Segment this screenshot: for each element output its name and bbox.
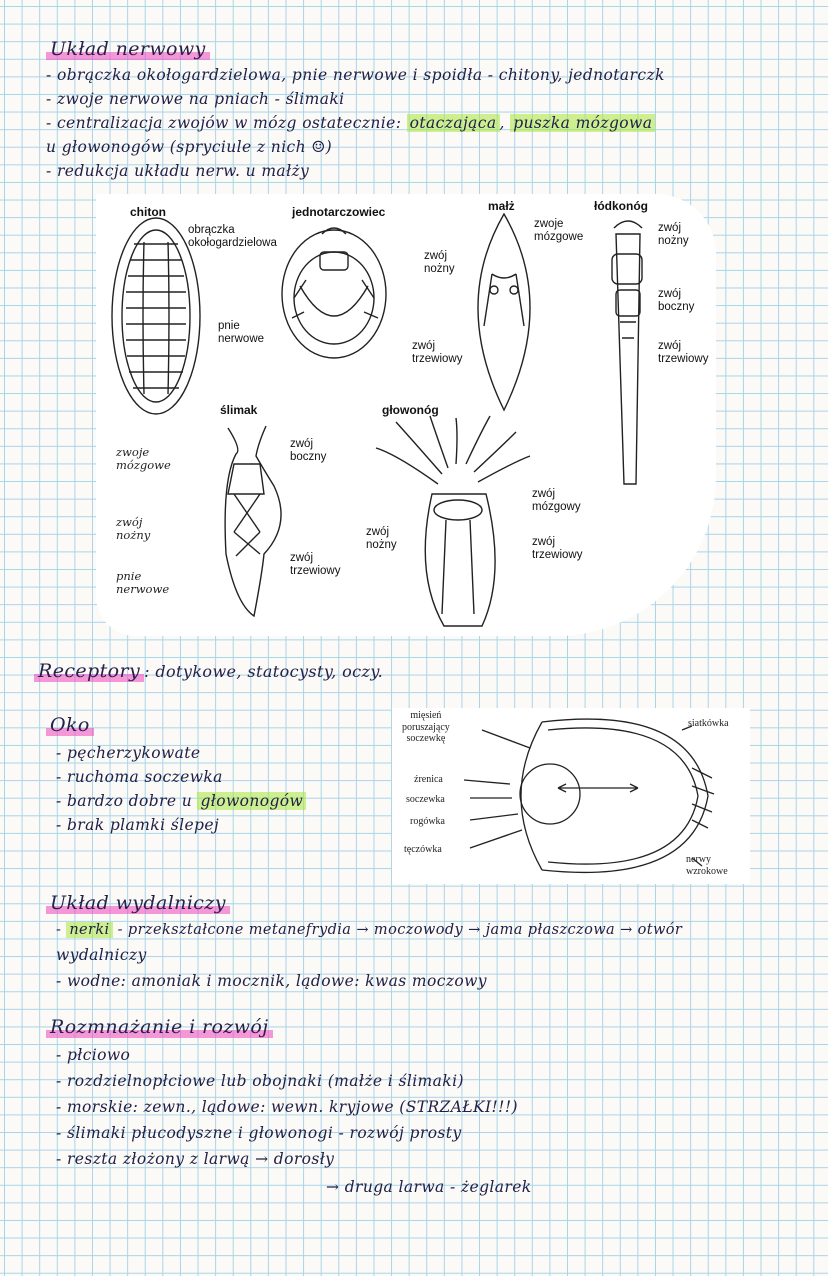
excretory-line-1-text: - przekształcone metanefrydia → moczowody → jama płaszczowa → otwór [117,922,683,938]
label-cephalopod-visceral: zwój trzewiowy [532,536,583,562]
eye-line-1: - pęcherzykowate [56,744,201,762]
label-snail-pleural: zwój boczny [290,438,327,464]
nervous-line-3-pink: puszka mózgowa [510,114,655,132]
reproduction-line-5: - reszta złożony z larwą → dorosły [56,1150,335,1168]
nervous-line-5: - redukcja układu nerw. u małży [46,162,310,180]
label-eye-cornea: rogówka [410,816,445,827]
receptors-value: : dotykowe, statocysty, oczy. [144,662,384,681]
reproduction-heading [46,1016,273,1038]
label-bivalve-cerebral: zwoje mózgowe [534,218,584,244]
nervous-line-2: - zwoje nerwowe na pniach - ślimaki [46,90,345,108]
eye-line-3 [56,792,306,810]
nervous-line-3-green: otaczająca [407,114,500,132]
nervous-heading [46,38,210,60]
receptors-label: Receptory [34,660,144,682]
reproduction-line-1: - płciowo [56,1046,131,1064]
receptors-line [34,660,383,682]
excretory-line-1: - nerki - przekształcone metanefrydia → moczowody → jama płaszczowa → otwór [56,922,683,938]
eye-heading-text: Oko [46,714,94,736]
excretory-heading [46,892,230,914]
label-eye-retina: siatkówka [688,718,729,729]
eye-heading [46,714,94,736]
reproduction-line-4: - ślimaki płucodyszne i głowonogi - rozwój prosty [56,1124,462,1142]
label-chiton-ring: obrączka okołogardzielowa [188,224,277,250]
label-snail-trunks: pnie nerwowe [116,569,170,597]
eye-line-2: - ruchoma soczewka [56,768,223,786]
label-scaphopod-pleural: zwój boczny [658,288,695,314]
label-chiton-trunks: pnie nerwowe [218,320,265,346]
label-bivalve-pedal: zwój nożny [424,250,455,276]
label-chiton: chiton [130,205,166,219]
nervous-heading-text: Układ nerwowy [46,38,210,60]
reproduction-line-3: - morskie: zewn., lądowe: wewn. kryjowe (STRZAŁKI!!!) [56,1098,518,1116]
label-scaphopod-visceral: zwój trzewiowy [658,340,709,366]
nervous-line-4: u głowonogów (spryciule z nich ☺) [46,138,333,156]
label-cephalopod-cerebral: zwój mózgowy [532,488,581,514]
reproduction-line-2: - rozdzielnopłciowe lub obojnaki (małże i ślimaki) [56,1072,464,1090]
eye-line-3-highlight: głowonogów [197,792,306,810]
label-cephalopod-pedal: zwój nożny [366,526,397,552]
excretory-line-1-highlight: nerki [66,922,112,938]
nervous-line-3: - centralizacja zwojów w mózg ostatecznie: otaczająca , puszka mózgowa [46,114,655,132]
label-monoplacophoran: jednotarczowiec [292,205,386,219]
label-scaphopod: łódkonóg [594,199,648,213]
label-snail: ślimak [220,403,258,417]
eye-figure [392,708,750,884]
nervous-system-figure [96,194,716,636]
label-eye-muscle: mięsień poruszający soczewkę [402,710,450,744]
eye-line-3-text: - bardzo dobre u [56,792,198,810]
label-snail-visceral: zwój trzewiowy [290,552,341,578]
label-scaphopod-pedal: zwój nożny [658,222,689,248]
label-snail-pedal: zwój nożny [116,515,151,543]
reproduction-line-6: → druga larwa - żeglarek [326,1178,532,1196]
nervous-line-1: - obrączka okołogardzielowa, pnie nerwowe i spoidła - chitony, jednotarczk [46,66,665,84]
nervous-line-3-text: - centralizacja zwojów w mózg ostatecznie: [46,114,407,132]
excretory-line-2: wydalniczy [56,946,147,964]
label-bivalve-visceral: zwój trzewiowy [412,340,463,366]
label-eye-iris: tęczówka [404,844,442,855]
excretory-heading-text: Układ wydalniczy [46,892,230,914]
label-bivalve: małż [488,199,515,213]
label-snail-cerebral: zwoje mózgowe [116,445,171,473]
excretory-line-3: - wodne: amoniak i mocznik, lądowe: kwas moczowy [56,972,487,990]
label-eye-optic-nerves: nerwy wzrokowe [686,854,728,877]
label-cephalopod: głowonóg [382,403,439,417]
eye-line-4: - brak plamki ślepej [56,816,220,834]
reproduction-heading-text: Rozmnażanie i rozwój [46,1016,273,1038]
label-eye-pupil: źrenica [414,774,443,785]
label-eye-lens: soczewka [406,794,445,805]
